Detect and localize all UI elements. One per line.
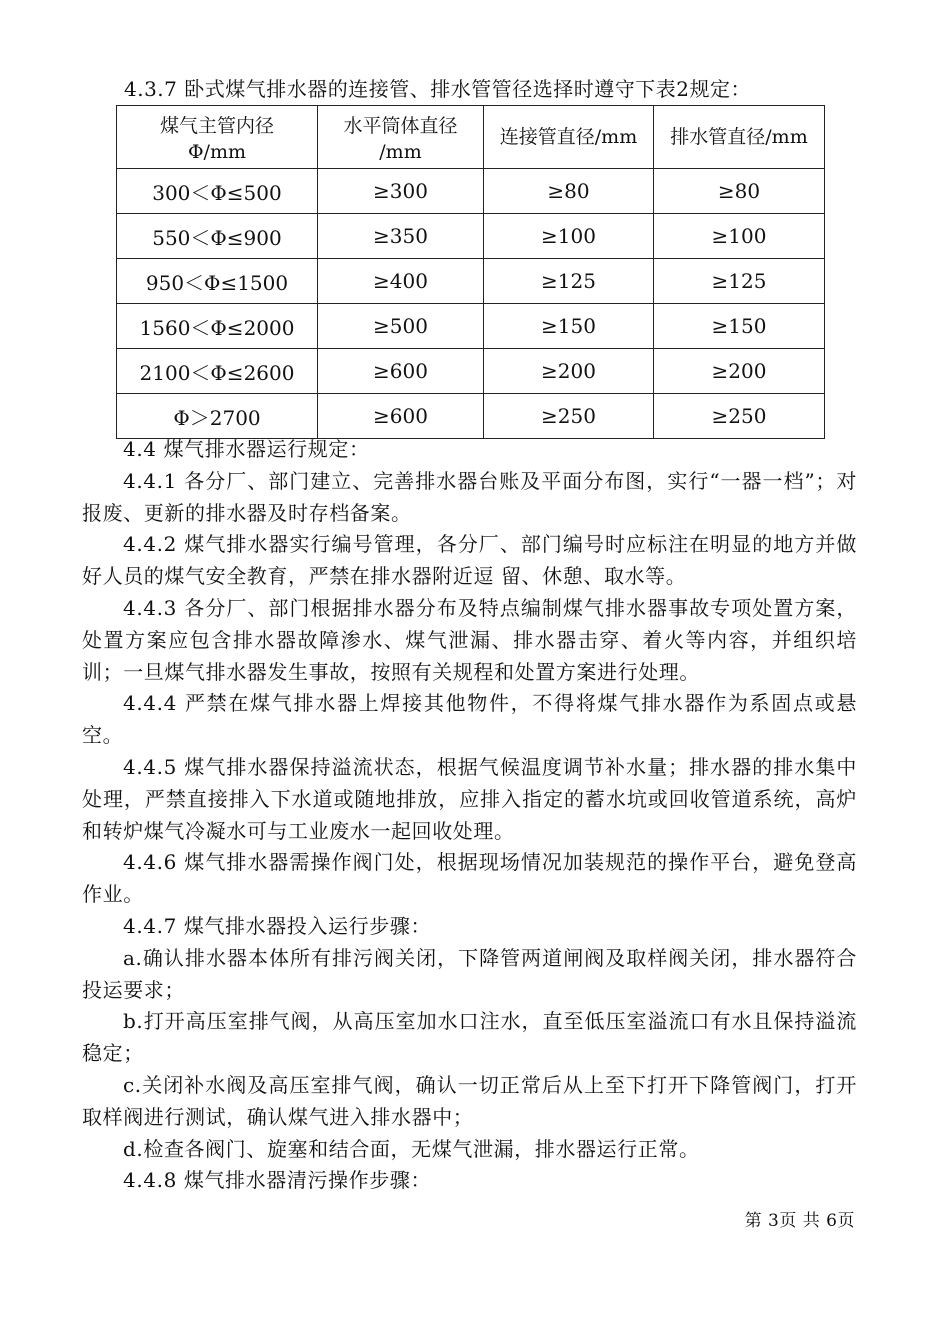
header-horizontal-cylinder-diameter [318,106,484,169]
table-cell: ≥500 [318,304,484,349]
table-cell: 550＜Φ≤900 [117,214,318,259]
table-cell: ≥250 [484,394,654,439]
section-heading-4-4: 4.4 煤气排水器运行规定： [123,437,370,461]
table-cell: 1560＜Φ≤2000 [117,304,318,349]
table-header-row [117,106,825,169]
table-cell: ≥80 [484,169,654,214]
table-cell: ≥200 [484,349,654,394]
header-line: Φ/mm [187,141,246,163]
step-b: b.打开高压室排气阀，从高压室加水口注水，直至低压室溢流口有水且保持溢流稳定； [82,1009,857,1066]
table-cell: ≥150 [484,304,654,349]
table-cell: ≥600 [318,349,484,394]
page-number-footer: 第 3页 共 6页 [744,1211,855,1231]
table-cell: ≥125 [654,259,825,304]
paragraph-4-4-1: 4.4.1 各分厂、部门建立、完善排水器台账及平面分布图，实行“一器一档”；对报废、更新的排水器及时存档备案。 [82,468,857,525]
table-cell: ≥600 [318,394,484,439]
table-cell: 950＜Φ≤1500 [117,259,318,304]
header-connecting-pipe-diameter: 连接管直径/mm [484,106,654,169]
paragraph-4-4-6: 4.4.6 煤气排水器需操作阀门处，根据现场情况加装规范的操作平台，避免登高作业。 [82,850,857,907]
table-cell: ≥400 [318,259,484,304]
table-row [117,214,825,259]
table-cell: ≥300 [318,169,484,214]
table-cell: ≥125 [484,259,654,304]
header-main-pipe-diameter [117,106,318,169]
step-c: c.关闭补水阀及高压室排气阀，确认一切正常后从上至下打开下降管阀门，打开取样阀进行测试，确认煤气进入排水器中； [82,1072,857,1129]
table-row [117,169,825,214]
table-cell: Φ＞2700 [117,394,318,439]
header-line: 煤气主管内径 [159,115,274,137]
table-cell: ≥350 [318,214,484,259]
body-text [82,434,857,1197]
paragraph-4-4-3: 4.4.3 各分厂、部门根据排水器分布及特点编制煤气排水器事故专项处置方案，处置方案应包含排水器故障渗水、煤气泄漏、排水器击穿、着火等内容，并组织培训；一旦煤气排水器发生事故，按照有关规程和处置方案进行处理。 [82,595,857,684]
table-row [117,259,825,304]
table-row [117,349,825,394]
paragraph-4-4-8: 4.4.8 煤气排水器清污操作步骤： [123,1168,432,1193]
table-row [117,394,825,439]
table-cell: ≥100 [654,214,825,259]
paragraph-4-4-7: 4.4.7 煤气排水器投入运行步骤： [123,913,432,938]
paragraph-4-4-2: 4.4.2 煤气排水器实行编号管理，各分厂、部门编号时应标注在明显的地方并做好人员的煤气安全教育，严禁在排水器附近逗 留、休憩、取水等。 [82,532,857,589]
table-cell: ≥100 [484,214,654,259]
table-cell: ≥200 [654,349,825,394]
table-cell: ≥150 [654,304,825,349]
paragraph-4-4-5: 4.4.5 煤气排水器保持溢流状态，根据气候温度调节补水量；排水器的排水集中处理，严禁直接排入下水道或随地排放，应排入指定的蓄水坑或回收管道系统，高炉和转炉煤气冷凝水可与工业废水一起回收处理。 [82,754,857,843]
table-cell: 300＜Φ≤500 [117,169,318,214]
table-cell: ≥80 [654,169,825,214]
pipe-diameter-table [116,105,825,439]
table-row [117,304,825,349]
table-cell: 2100＜Φ≤2600 [117,349,318,394]
paragraph-4-4-4: 4.4.4 严禁在煤气排水器上焊接其他物件，不得将煤气排水器作为系固点或悬空。 [82,691,857,748]
header-line: /mm [379,141,422,163]
header-line: 水平筒体直径 [343,115,458,137]
header-drain-pipe-diameter: 排水管直径/mm [654,106,825,169]
step-a: a.确认排水器本体所有排污阀关闭，下降管两道闸阀及取样阀关闭，排水器符合投运要求； [82,945,857,1002]
step-d: d.检查各阀门、旋塞和结合面，无煤气泄漏，排水器运行正常。 [123,1136,700,1161]
table-cell: ≥250 [654,394,825,439]
table-intro-text: 4.3.7 卧式煤气排水器的连接管、排水管管径选择时遵守下表2规定： [124,77,751,101]
